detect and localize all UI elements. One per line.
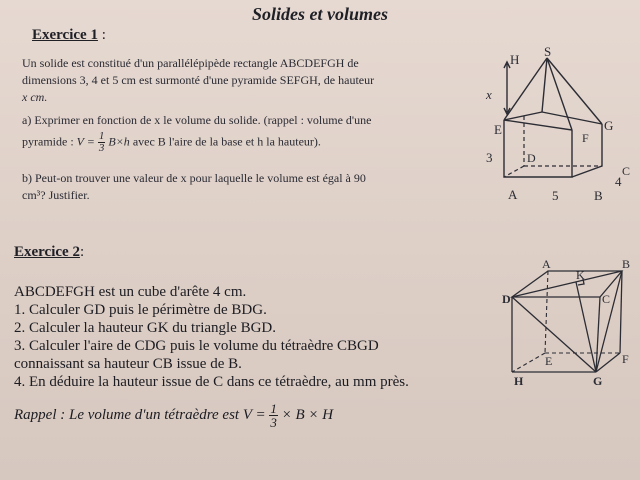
ex2-line: connaissant sa hauteur CB issue de B. [14,356,242,372]
formula-lhs: V = [76,134,95,149]
cube-label-K: K [576,268,585,282]
cube-label-H: H [514,374,524,388]
formula-fraction [98,131,106,154]
label-F: F [582,131,589,145]
cube-label-G: G [593,374,603,388]
label-A: A [508,187,518,202]
label-4: 4 [615,174,622,189]
fraction-numerator: 1 [98,130,105,142]
rappel-line [14,402,333,429]
question-a-prefix: pyramide : [22,134,77,149]
exercise-2-body [14,283,409,391]
question-b [22,170,366,204]
exercise-1-title: Exercice 1 [32,27,98,43]
rappel-fraction [269,402,278,429]
exercise-2-title: Exercice 2 [14,244,80,260]
question-a-line-2 [22,131,321,154]
page-title: Solides et volumes [252,4,388,24]
ex2-line: 3. Calculer l'aire de CDG puis le volume du tétraèdre CBGD [14,338,379,354]
cube-figure [490,255,640,390]
label-C: C [622,164,631,178]
exercise-1-intro [22,55,374,106]
intro-line: Un solide est constitué d'un parallélépipède rectangle ABCDEFGH de [22,56,359,70]
label-E: E [494,122,502,137]
ex2-line: 1. Calculer GD puis le périmètre de BDG. [14,302,267,318]
prism-pyramid-figure [470,44,640,214]
rappel-text: Rappel : Le volume d'un tétraèdre est [14,406,243,423]
cube-label-B: B [622,257,631,271]
label-H: H [510,52,520,67]
exercise-2-heading [14,243,84,261]
question-a-line-1: a) Exprimer en fonction de x le volume du solide. (rappel : volume d'une [22,113,372,127]
intro-line: dimensions 3, 4 et 5 cm est surmonté d'une pyramide SEFGH, de hauteur [22,73,375,87]
label-D: D [527,151,536,165]
label-S: S [544,44,552,59]
exercise-1-title-suffix: : [97,27,106,43]
question-b-line-2: cm³? Justifier. [22,188,90,202]
cube-label-F: F [622,352,629,366]
label-x: x [486,87,492,102]
label-5: 5 [552,188,559,203]
cube-label-D: D [502,292,511,306]
label-B: B [594,188,603,203]
rappel-rhs: × B × H [281,406,334,423]
fraction-denominator: 3 [270,415,277,430]
ex2-line: ABCDEFGH est un cube d'arête 4 cm. [14,284,247,300]
exercise-2-title-suffix: : [79,244,85,260]
cube-label-C: C [602,292,611,306]
ex2-line: 4. En déduire la hauteur issue de C dans ce tétraèdre, au mm près. [14,374,409,390]
cube-label-E: E [545,354,553,368]
question-a-suffix: avec B l'aire de la base et h la hauteur). [132,134,321,149]
ex2-line: 2. Calculer la hauteur GK du triangle BGD. [14,320,277,336]
cube-hidden-edges [512,271,620,372]
pyramid-edge [504,58,547,120]
segment-DG [512,297,596,372]
cube-label-A: A [542,257,551,271]
segment-GK [576,282,596,372]
fraction-numerator: 1 [270,401,277,416]
rappel-lhs: V = [242,406,266,423]
label-G: G [604,118,614,133]
hidden-edges [504,116,602,177]
formula-rhs: B×h [108,134,130,149]
label-3: 3 [486,150,493,165]
fraction-denominator: 3 [98,142,105,154]
exercise-1-heading [32,26,106,44]
question-b-line-1: b) Peut-on trouver une valeur de x pour laquelle le volume est égal à 90 [22,171,366,185]
intro-line: x cm. [22,90,48,104]
